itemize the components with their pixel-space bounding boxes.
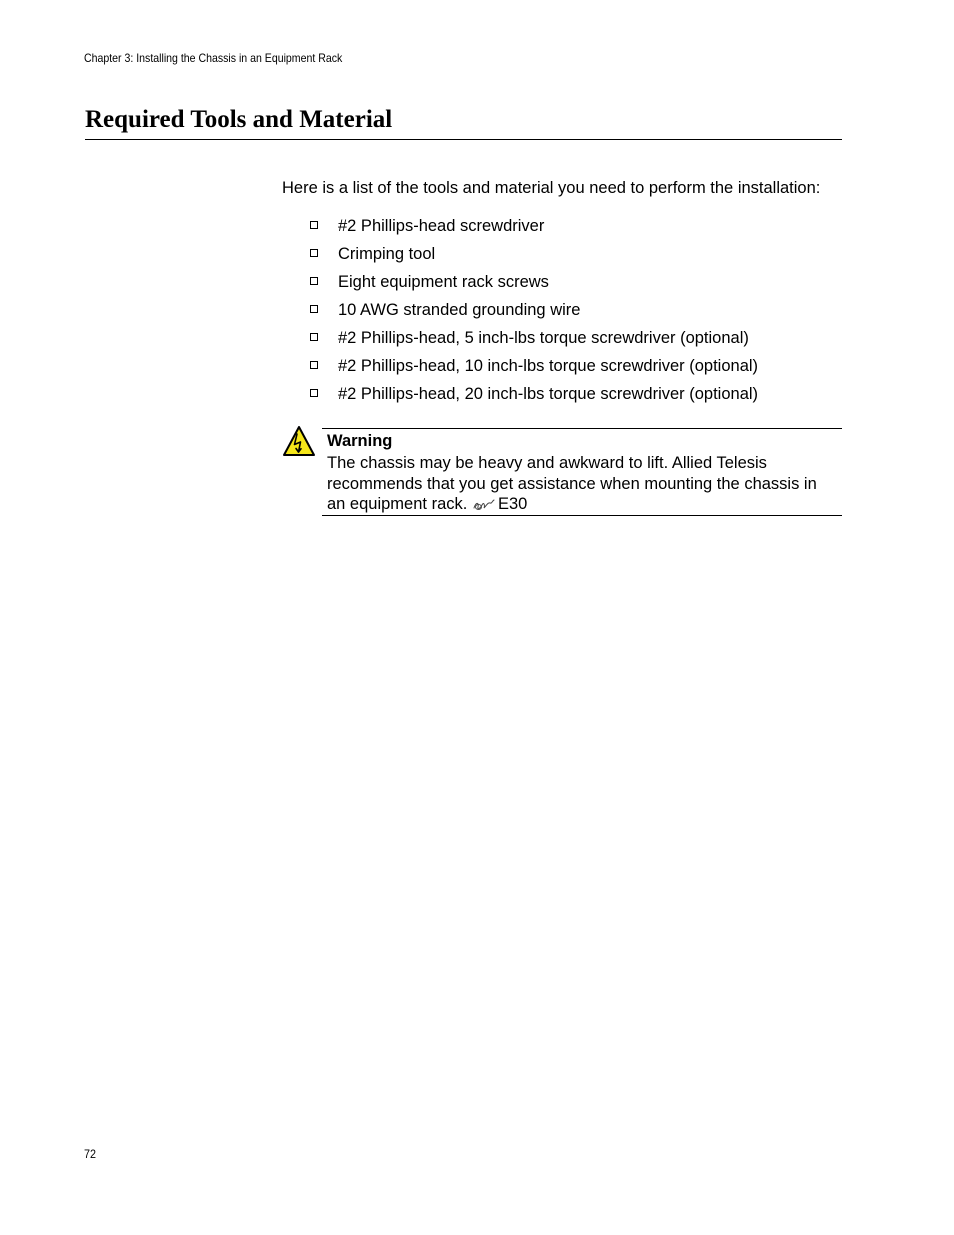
list-item-text: #2 Phillips-head, 10 inch-lbs torque screwdriver (optional)	[338, 357, 759, 375]
box-bullet-icon	[310, 333, 318, 341]
electrical-hazard-warning-icon	[282, 425, 316, 457]
warning-text: The chassis may be heavy and awkward to lift. Allied Telesis recommends that you get assistance when mounting the chassis in an equipment rack.	[327, 454, 817, 513]
list-item-text: 10 AWG stranded grounding wire	[338, 301, 581, 319]
list-item-text: Crimping tool	[338, 245, 436, 263]
list-item-text: Eight equipment rack screws	[338, 273, 549, 291]
warning-label: Warning	[327, 432, 393, 450]
page-number: 72	[84, 1147, 97, 1161]
list-item-text: #2 Phillips-head screwdriver	[338, 217, 545, 235]
intro-paragraph: Here is a list of the tools and material you need to perform the installation:	[282, 179, 821, 197]
title-divider	[85, 139, 842, 140]
box-bullet-icon	[310, 305, 318, 313]
box-bullet-icon	[310, 249, 318, 257]
box-bullet-icon	[310, 389, 318, 397]
list-item-text: #2 Phillips-head, 20 inch-lbs torque screwdriver (optional)	[338, 385, 759, 403]
translation-reference-icon	[473, 499, 495, 511]
warning-code: E30	[497, 495, 528, 513]
box-bullet-icon	[310, 277, 318, 285]
section-title: Required Tools and Material	[85, 106, 393, 133]
running-header: Chapter 3: Installing the Chassis in an Equipment Rack	[84, 51, 343, 65]
box-bullet-icon	[310, 361, 318, 369]
warning-box	[322, 428, 842, 516]
list-item-text: #2 Phillips-head, 5 inch-lbs torque screwdriver (optional)	[338, 329, 749, 347]
box-bullet-icon	[310, 221, 318, 229]
warning-body	[327, 453, 839, 515]
